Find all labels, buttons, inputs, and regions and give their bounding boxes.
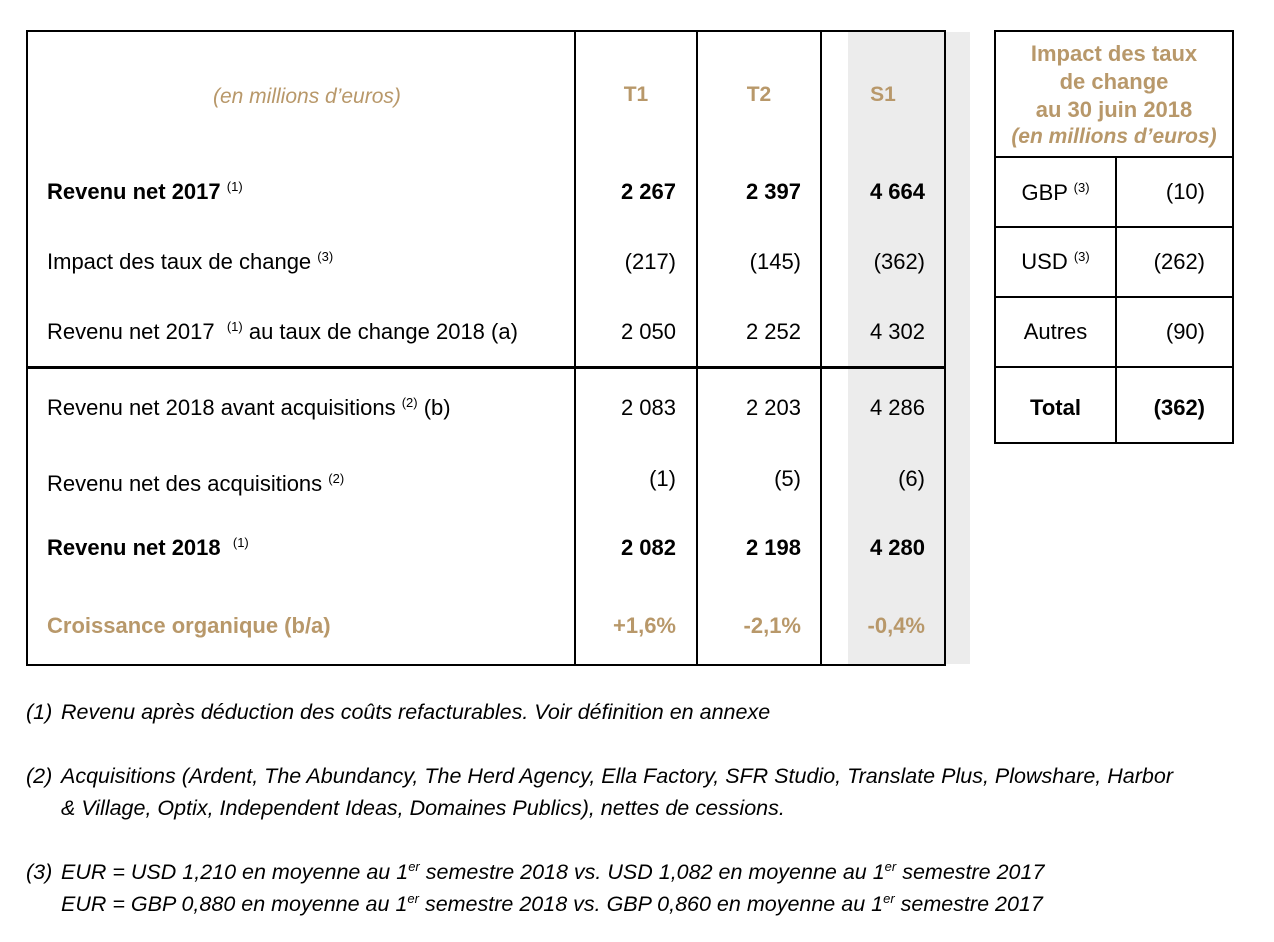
footnote-marker: (1) xyxy=(26,700,53,724)
fx-row-label-usd: USD $^{(3)}$ xyxy=(1021,249,1090,274)
row-divider xyxy=(996,366,1232,368)
footnote-3 xyxy=(26,856,1186,920)
footnote-text-line-2: EUR = GBP 0,880 en moyenne au 1er semestre 2018 vs. GBP 0,860 en moyenne au 1er semestre 2017 xyxy=(61,891,1043,916)
fx-table-title: Impact des taux de change au 30 juin 2018 (en millions d’euros) xyxy=(1011,41,1217,148)
table-cell: (362) xyxy=(873,249,925,274)
table-cell: 2 252 xyxy=(745,319,801,344)
unit-label: (en millions d’euros) xyxy=(213,85,401,108)
column-divider xyxy=(820,32,822,664)
table-cell: 2 203 xyxy=(745,395,801,420)
table-cell: 2 267 xyxy=(620,179,676,204)
table-cell: 2 083 xyxy=(620,395,676,420)
row-divider xyxy=(996,296,1232,298)
table-cell: (217) xyxy=(624,249,676,274)
column-header-t2: T2 xyxy=(746,83,772,106)
row-divider xyxy=(996,226,1232,228)
row-label-revenu-net-2017: Revenu net 2017 $^{(1)}$ xyxy=(47,179,243,204)
row-label-impact-taux: Impact des taux de change $^{(3)}$ xyxy=(47,249,334,274)
footnote-2 xyxy=(26,760,1186,824)
table-cell: (6) xyxy=(898,466,925,491)
table-cell: -2,1% xyxy=(743,613,801,638)
footnote-marker: (2) xyxy=(26,764,53,788)
row-label-revenu-acquisitions: Revenu net des acquisitions $^{(2)}$ xyxy=(47,471,345,496)
row-divider xyxy=(996,156,1232,158)
fx-row-label-gbp: GBP $^{(3)}$ xyxy=(1021,180,1090,205)
table-cell: 2 397 xyxy=(745,179,801,204)
fx-row-label-autres: Autres xyxy=(1023,319,1088,344)
footnote-marker: (3) xyxy=(26,860,53,884)
row-label-revenu-2018-avant-acquisitions: Revenu net 2018 avant acquisitions $^{(2)}$ (b) xyxy=(47,395,451,420)
table-cell: 4 664 xyxy=(869,179,925,204)
table-cell: 4 286 xyxy=(869,395,925,420)
column-header-s1: S1 xyxy=(870,83,896,106)
row-label-revenu-2017-taux-2018: Revenu net 2017 $^{(1)}$ au taux de change 2018 (a) xyxy=(47,319,518,344)
table-cell: -0,4% xyxy=(867,613,925,638)
fx-row-label-total: Total xyxy=(1030,395,1081,420)
fx-impact-table xyxy=(994,30,1234,444)
table-border xyxy=(26,30,946,666)
table-cell: 4 280 xyxy=(869,535,925,560)
table-cell: 2 198 xyxy=(745,535,801,560)
footnote-text-line-1: EUR = USD 1,210 en moyenne au 1er semestre 2018 vs. USD 1,082 en moyenne au 1er semestre 2017 xyxy=(61,859,1045,884)
fx-row-value: (90) xyxy=(1165,319,1205,344)
fx-row-value: (362) xyxy=(1153,395,1205,420)
table-cell: (5) xyxy=(774,466,801,491)
table-cell: 4 302 xyxy=(869,319,925,344)
table-cell: +1,6% xyxy=(613,613,676,638)
table-cell: (1) xyxy=(649,466,676,491)
fx-row-value: (10) xyxy=(1165,179,1205,204)
revenue-table xyxy=(26,30,946,666)
table-cell: 2 050 xyxy=(620,319,676,344)
column-header-t1: T1 xyxy=(623,83,649,106)
row-label-croissance-organique: Croissance organique (b/a) xyxy=(47,613,331,638)
column-divider xyxy=(574,32,576,664)
column-divider xyxy=(696,32,698,664)
fx-row-value: (262) xyxy=(1153,249,1205,274)
table-cell: 2 082 xyxy=(620,535,676,560)
footnote-1 xyxy=(26,696,1186,728)
section-divider xyxy=(28,366,944,369)
footnote-text: Acquisitions (Ardent, The Abundancy, The Herd Agency, Ella Factory, SFR Studio, Translate Plus, Plowshare, Harbor & Village, Optix, Independent Ideas, Domaines Publics), nettes de cessions. xyxy=(61,764,1173,820)
footnote-text: Revenu après déduction des coûts refacturables. Voir définition en annexe xyxy=(61,700,771,724)
table-cell: (145) xyxy=(749,249,801,274)
row-label-revenu-net-2018: Revenu net 2018 $^{(1)}$ xyxy=(47,535,249,560)
